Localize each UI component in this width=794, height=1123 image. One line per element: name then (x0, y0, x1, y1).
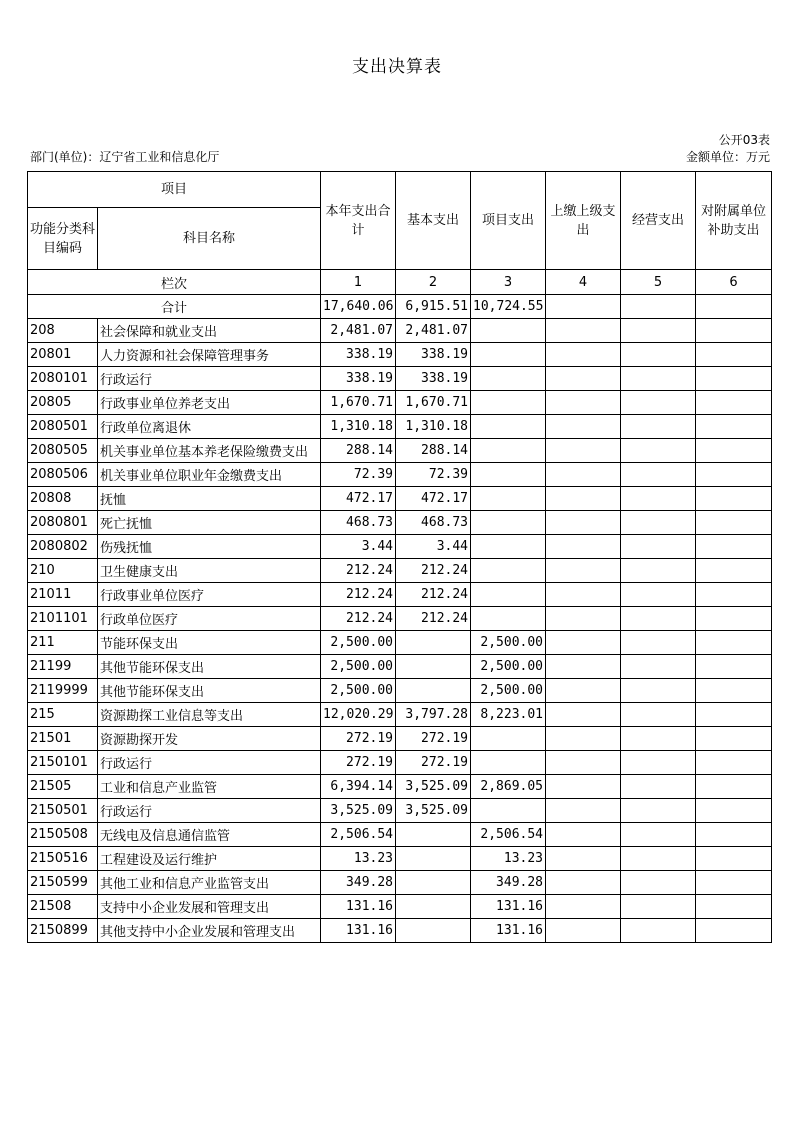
amount-cell: 2,869.05 (471, 775, 546, 799)
amount-cell (546, 607, 621, 631)
amount-cell: 13.23 (321, 847, 396, 871)
amount-cell (621, 367, 696, 391)
amount-cell (621, 319, 696, 343)
amount-cell: 1,310.18 (396, 415, 471, 439)
table-row (28, 727, 772, 751)
amount-cell (696, 847, 772, 871)
amount-cell (696, 559, 772, 583)
amount-cell (621, 607, 696, 631)
amount-cell: 8,223.01 (471, 703, 546, 727)
amount-cell: 1,310.18 (321, 415, 396, 439)
amount-cell: 1,670.71 (321, 391, 396, 415)
func-code-cell: 210 (28, 559, 98, 583)
amount-cell (621, 487, 696, 511)
subject-name-cell: 行政事业单位医疗 (98, 583, 321, 607)
amount-cell (696, 631, 772, 655)
amount-cell: 72.39 (321, 463, 396, 487)
amount-cell: 72.39 (396, 463, 471, 487)
amount-cell (696, 727, 772, 751)
subject-name-cell: 机关事业单位职业年金缴费支出 (98, 463, 321, 487)
table-row (28, 895, 772, 919)
amount-cell: 338.19 (321, 343, 396, 367)
amount-cell (621, 439, 696, 463)
amount-cell (696, 319, 772, 343)
amount-cell (396, 655, 471, 679)
amount-cell (546, 511, 621, 535)
amount-cell (471, 751, 546, 775)
subject-name-cell: 机关事业单位基本养老保险缴费支出 (98, 439, 321, 463)
total-value: 6,915.51 (396, 295, 471, 319)
amount-cell (396, 919, 471, 943)
amount-cell (621, 823, 696, 847)
amount-cell (546, 343, 621, 367)
amount-cell: 288.14 (396, 439, 471, 463)
amount-cell: 2,506.54 (321, 823, 396, 847)
amount-cell: 2,481.07 (396, 319, 471, 343)
amount-cell: 3,525.09 (396, 799, 471, 823)
table-row (28, 751, 772, 775)
amount-cell (621, 799, 696, 823)
table-row (28, 919, 772, 943)
amount-cell (546, 679, 621, 703)
func-code-cell: 2080506 (28, 463, 98, 487)
header-col-business: 经营支出 (621, 172, 696, 270)
func-code-cell: 2119999 (28, 679, 98, 703)
amount-cell (696, 607, 772, 631)
amount-cell: 212.24 (321, 607, 396, 631)
amount-cell (471, 511, 546, 535)
amount-cell (696, 391, 772, 415)
table-row (28, 607, 772, 631)
amount-cell (621, 511, 696, 535)
amount-cell (471, 535, 546, 559)
amount-cell: 338.19 (396, 367, 471, 391)
table-row (28, 391, 772, 415)
amount-cell (546, 847, 621, 871)
header-item: 项目 (28, 172, 321, 208)
subject-name-cell: 无线电及信息通信监管 (98, 823, 321, 847)
amount-cell (696, 703, 772, 727)
amount-cell (621, 583, 696, 607)
func-code-cell: 208 (28, 319, 98, 343)
header-func-code: 功能分类科目编码 (28, 208, 98, 270)
func-code-cell: 2080501 (28, 415, 98, 439)
amount-cell: 3,797.28 (396, 703, 471, 727)
amount-cell (546, 655, 621, 679)
header-col-upper: 上缴上级支出 (546, 172, 621, 270)
amount-cell: 2,500.00 (471, 631, 546, 655)
amount-cell (621, 871, 696, 895)
subject-name-cell: 死亡抚恤 (98, 511, 321, 535)
amount-cell (621, 631, 696, 655)
header-col-basic: 基本支出 (396, 172, 471, 270)
amount-cell (471, 367, 546, 391)
table-row (28, 319, 772, 343)
total-label: 合计 (28, 295, 321, 319)
amount-cell (396, 871, 471, 895)
amount-cell: 2,500.00 (321, 679, 396, 703)
total-value (621, 295, 696, 319)
func-code-cell: 20808 (28, 487, 98, 511)
amount-cell: 272.19 (321, 727, 396, 751)
amount-cell: 2,481.07 (321, 319, 396, 343)
table-row (28, 823, 772, 847)
subject-name-cell: 其他节能环保支出 (98, 655, 321, 679)
amount-cell: 212.24 (396, 607, 471, 631)
amount-cell (546, 415, 621, 439)
amount-cell (546, 583, 621, 607)
amount-cell (696, 799, 772, 823)
amount-cell (621, 703, 696, 727)
subject-name-cell: 节能环保支出 (98, 631, 321, 655)
amount-cell (546, 319, 621, 343)
amount-cell (696, 679, 772, 703)
table-row (28, 415, 772, 439)
amount-cell (546, 535, 621, 559)
amount-cell (621, 919, 696, 943)
total-value: 17,640.06 (321, 295, 396, 319)
amount-cell: 1,670.71 (396, 391, 471, 415)
amount-cell (546, 391, 621, 415)
func-code-cell: 2101101 (28, 607, 98, 631)
amount-cell (471, 607, 546, 631)
amount-cell (471, 583, 546, 607)
amount-cell (621, 415, 696, 439)
table-row (28, 679, 772, 703)
expenditure-table (27, 171, 772, 943)
subject-name-cell: 资源勘探工业信息等支出 (98, 703, 321, 727)
form-number: 公开03表 (718, 133, 770, 147)
amount-cell: 131.16 (471, 919, 546, 943)
amount-cell (621, 559, 696, 583)
table-row (28, 775, 772, 799)
amount-cell: 472.17 (396, 487, 471, 511)
subject-name-cell: 行政运行 (98, 799, 321, 823)
amount-cell (546, 487, 621, 511)
subject-name-cell: 行政单位离退休 (98, 415, 321, 439)
department-label: 部门(单位)：辽宁省工业和信息化厅 (30, 150, 220, 164)
table-row (28, 463, 772, 487)
amount-cell (546, 463, 621, 487)
func-code-cell: 2080801 (28, 511, 98, 535)
table-row (28, 535, 772, 559)
amount-cell: 131.16 (321, 919, 396, 943)
amount-cell (546, 895, 621, 919)
amount-cell (546, 367, 621, 391)
header-col-number: 1 (321, 270, 396, 295)
header-col-number: 3 (471, 270, 546, 295)
amount-cell: 472.17 (321, 487, 396, 511)
amount-cell (621, 391, 696, 415)
header-col-number: 5 (621, 270, 696, 295)
amount-cell (696, 439, 772, 463)
amount-cell: 2,506.54 (471, 823, 546, 847)
subject-name-cell: 工程建设及运行维护 (98, 847, 321, 871)
amount-cell: 338.19 (396, 343, 471, 367)
subject-name-cell: 行政单位医疗 (98, 607, 321, 631)
amount-cell: 349.28 (471, 871, 546, 895)
amount-cell: 349.28 (321, 871, 396, 895)
amount-cell (696, 919, 772, 943)
amount-cell (396, 895, 471, 919)
table-row (28, 343, 772, 367)
header-subject: 科目名称 (98, 208, 321, 270)
total-value: 10,724.55 (471, 295, 546, 319)
amount-cell (546, 799, 621, 823)
amount-cell: 2,500.00 (321, 655, 396, 679)
amount-cell: 3,525.09 (396, 775, 471, 799)
amount-cell: 212.24 (321, 559, 396, 583)
amount-cell (546, 871, 621, 895)
amount-cell (546, 439, 621, 463)
amount-cell (396, 847, 471, 871)
func-code-cell: 2080101 (28, 367, 98, 391)
amount-cell (696, 511, 772, 535)
func-code-cell: 2080802 (28, 535, 98, 559)
subject-name-cell: 伤残抚恤 (98, 535, 321, 559)
func-code-cell: 2150501 (28, 799, 98, 823)
header-col-number: 4 (546, 270, 621, 295)
func-code-cell: 20801 (28, 343, 98, 367)
header-col-number: 6 (696, 270, 772, 295)
table-row (28, 559, 772, 583)
header-col-number: 2 (396, 270, 471, 295)
amount-cell (696, 751, 772, 775)
func-code-cell: 211 (28, 631, 98, 655)
amount-cell (621, 727, 696, 751)
amount-cell (471, 391, 546, 415)
amount-cell: 2,500.00 (321, 631, 396, 655)
amount-cell (696, 895, 772, 919)
amount-cell: 13.23 (471, 847, 546, 871)
amount-cell (696, 823, 772, 847)
amount-cell (471, 343, 546, 367)
subject-name-cell: 其他支持中小企业发展和管理支出 (98, 919, 321, 943)
func-code-cell: 2150899 (28, 919, 98, 943)
amount-cell (546, 559, 621, 583)
amount-cell: 468.73 (396, 511, 471, 535)
table-row (28, 703, 772, 727)
amount-cell (621, 847, 696, 871)
table-row (28, 655, 772, 679)
table-row (28, 847, 772, 871)
amount-cell: 131.16 (321, 895, 396, 919)
subject-name-cell: 行政运行 (98, 367, 321, 391)
subject-name-cell: 行政事业单位养老支出 (98, 391, 321, 415)
amount-cell: 2,500.00 (471, 655, 546, 679)
amount-cell (621, 463, 696, 487)
func-code-cell: 21508 (28, 895, 98, 919)
amount-cell (471, 727, 546, 751)
table-row (28, 511, 772, 535)
amount-cell (621, 775, 696, 799)
amount-cell: 3.44 (396, 535, 471, 559)
table-row (28, 367, 772, 391)
amount-cell: 212.24 (321, 583, 396, 607)
amount-cell: 468.73 (321, 511, 396, 535)
amount-cell (621, 343, 696, 367)
amount-cell: 2,500.00 (471, 679, 546, 703)
total-value (696, 295, 772, 319)
amount-cell (471, 463, 546, 487)
func-code-cell: 2150599 (28, 871, 98, 895)
func-code-cell: 2150516 (28, 847, 98, 871)
amount-cell (621, 535, 696, 559)
amount-cell: 3,525.09 (321, 799, 396, 823)
amount-cell (696, 343, 772, 367)
func-code-cell: 21501 (28, 727, 98, 751)
amount-cell (546, 727, 621, 751)
amount-cell: 212.24 (396, 559, 471, 583)
amount-cell (546, 703, 621, 727)
subject-name-cell: 其他节能环保支出 (98, 679, 321, 703)
amount-cell (696, 463, 772, 487)
amount-cell: 6,394.14 (321, 775, 396, 799)
table-row (28, 871, 772, 895)
amount-cell (696, 535, 772, 559)
amount-cell (471, 319, 546, 343)
header-row-label: 栏次 (28, 270, 321, 295)
amount-cell (396, 823, 471, 847)
amount-cell (621, 895, 696, 919)
func-code-cell: 20805 (28, 391, 98, 415)
func-code-cell: 2080505 (28, 439, 98, 463)
subject-name-cell: 抚恤 (98, 487, 321, 511)
subject-name-cell: 社会保障和就业支出 (98, 319, 321, 343)
amount-cell (696, 655, 772, 679)
amount-cell (546, 919, 621, 943)
subject-name-cell: 支持中小企业发展和管理支出 (98, 895, 321, 919)
amount-cell: 272.19 (321, 751, 396, 775)
table-row (28, 487, 772, 511)
amount-cell (621, 655, 696, 679)
amount-cell (546, 751, 621, 775)
total-value (546, 295, 621, 319)
amount-cell (396, 679, 471, 703)
subject-name-cell: 工业和信息产业监管 (98, 775, 321, 799)
amount-cell: 272.19 (396, 727, 471, 751)
subject-name-cell: 资源勘探开发 (98, 727, 321, 751)
header-col-total: 本年支出合计 (321, 172, 396, 270)
amount-cell: 131.16 (471, 895, 546, 919)
header-col-subsidy: 对附属单位补助支出 (696, 172, 772, 270)
amount-cell: 338.19 (321, 367, 396, 391)
amount-cell (546, 823, 621, 847)
amount-cell (471, 487, 546, 511)
table-row (28, 799, 772, 823)
table-row (28, 631, 772, 655)
page-title: 支出决算表 (352, 57, 442, 77)
amount-cell (696, 367, 772, 391)
table-row (28, 439, 772, 463)
subject-name-cell: 其他工业和信息产业监管支出 (98, 871, 321, 895)
amount-cell: 272.19 (396, 751, 471, 775)
amount-unit-label: 金额单位：万元 (685, 150, 770, 164)
subject-name-cell: 人力资源和社会保障管理事务 (98, 343, 321, 367)
func-code-cell: 2150101 (28, 751, 98, 775)
amount-cell (696, 487, 772, 511)
amount-cell (696, 583, 772, 607)
amount-cell (696, 415, 772, 439)
func-code-cell: 21505 (28, 775, 98, 799)
amount-cell (471, 799, 546, 823)
amount-cell (396, 631, 471, 655)
func-code-cell: 21199 (28, 655, 98, 679)
amount-cell: 288.14 (321, 439, 396, 463)
amount-cell: 12,020.29 (321, 703, 396, 727)
subject-name-cell: 行政运行 (98, 751, 321, 775)
func-code-cell: 215 (28, 703, 98, 727)
amount-cell (471, 559, 546, 583)
amount-cell (546, 631, 621, 655)
amount-cell (471, 439, 546, 463)
amount-cell (546, 775, 621, 799)
amount-cell: 212.24 (396, 583, 471, 607)
amount-cell (621, 679, 696, 703)
amount-cell: 3.44 (321, 535, 396, 559)
amount-cell (621, 751, 696, 775)
subject-name-cell: 卫生健康支出 (98, 559, 321, 583)
table-row (28, 583, 772, 607)
func-code-cell: 2150508 (28, 823, 98, 847)
header-col-project: 项目支出 (471, 172, 546, 270)
amount-cell (471, 415, 546, 439)
func-code-cell: 21011 (28, 583, 98, 607)
amount-cell (696, 775, 772, 799)
amount-cell (696, 871, 772, 895)
